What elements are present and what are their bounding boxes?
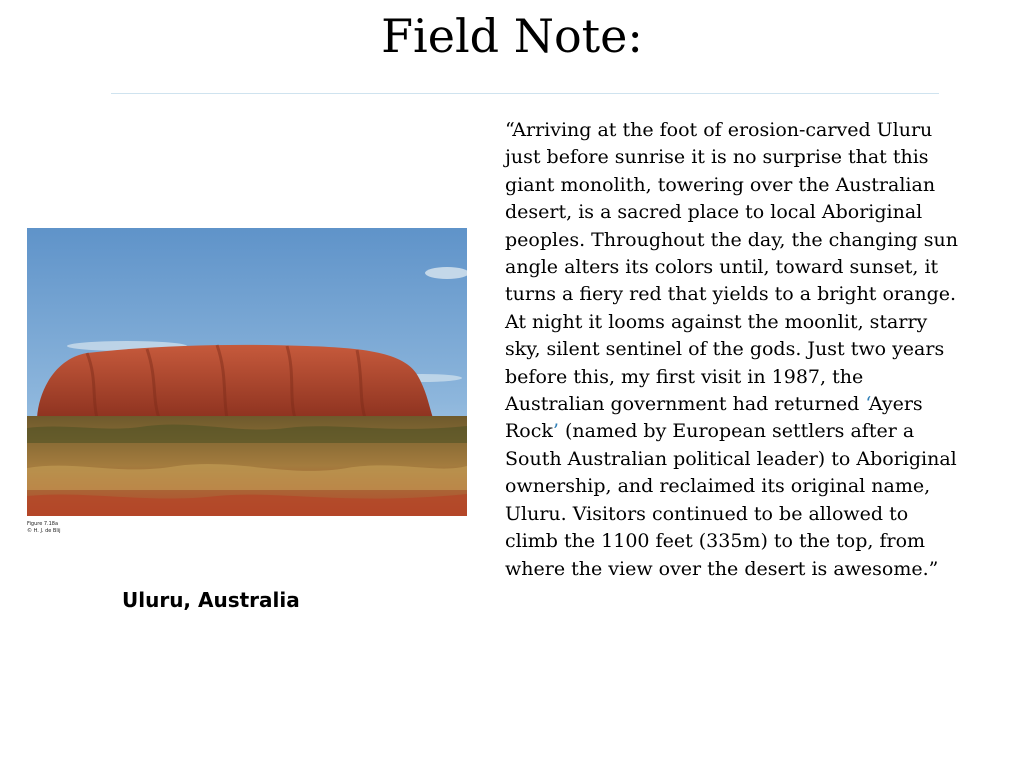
note-part-2: (named by European settlers after a South Australian political leader) to Aboriginal ownership, and reclaimed its original name, Uluru. Visitors continued to be allowed to climb the 1100 feet (335m) to the top, from where the view over the desert is awesome.”: [505, 420, 957, 580]
figure-label: Figure 7.18a: [27, 521, 59, 527]
close-quote-mark: ’: [552, 420, 559, 443]
uluru-photo: [27, 228, 467, 516]
figure-credit: [27, 521, 147, 535]
note-highlight: Ayers Rock: [505, 393, 923, 443]
open-quote-mark: ‘: [865, 393, 869, 416]
field-note-text: [505, 117, 965, 583]
slide-title: Field Note:: [381, 9, 643, 63]
photo-credit: © H. J. de Blij: [27, 528, 61, 534]
title-divider: [111, 93, 939, 94]
note-part-1: “Arriving at the foot of erosion-carved Uluru just before sunrise it is no surprise that this giant monolith, towering over the Australian desert, is a sacred place to local Aboriginal peoples. Throughout the day, the changing sun angle alters its colors until, toward sunset, it turns a fiery red that yields to a bright orange. At night it looms against the moonlit, starry sky, silent sentinel of the gods. Just two years before this, my first visit in 1987, the Australian government had returned: [505, 119, 959, 416]
photo-caption: Uluru, Australia: [122, 588, 300, 612]
